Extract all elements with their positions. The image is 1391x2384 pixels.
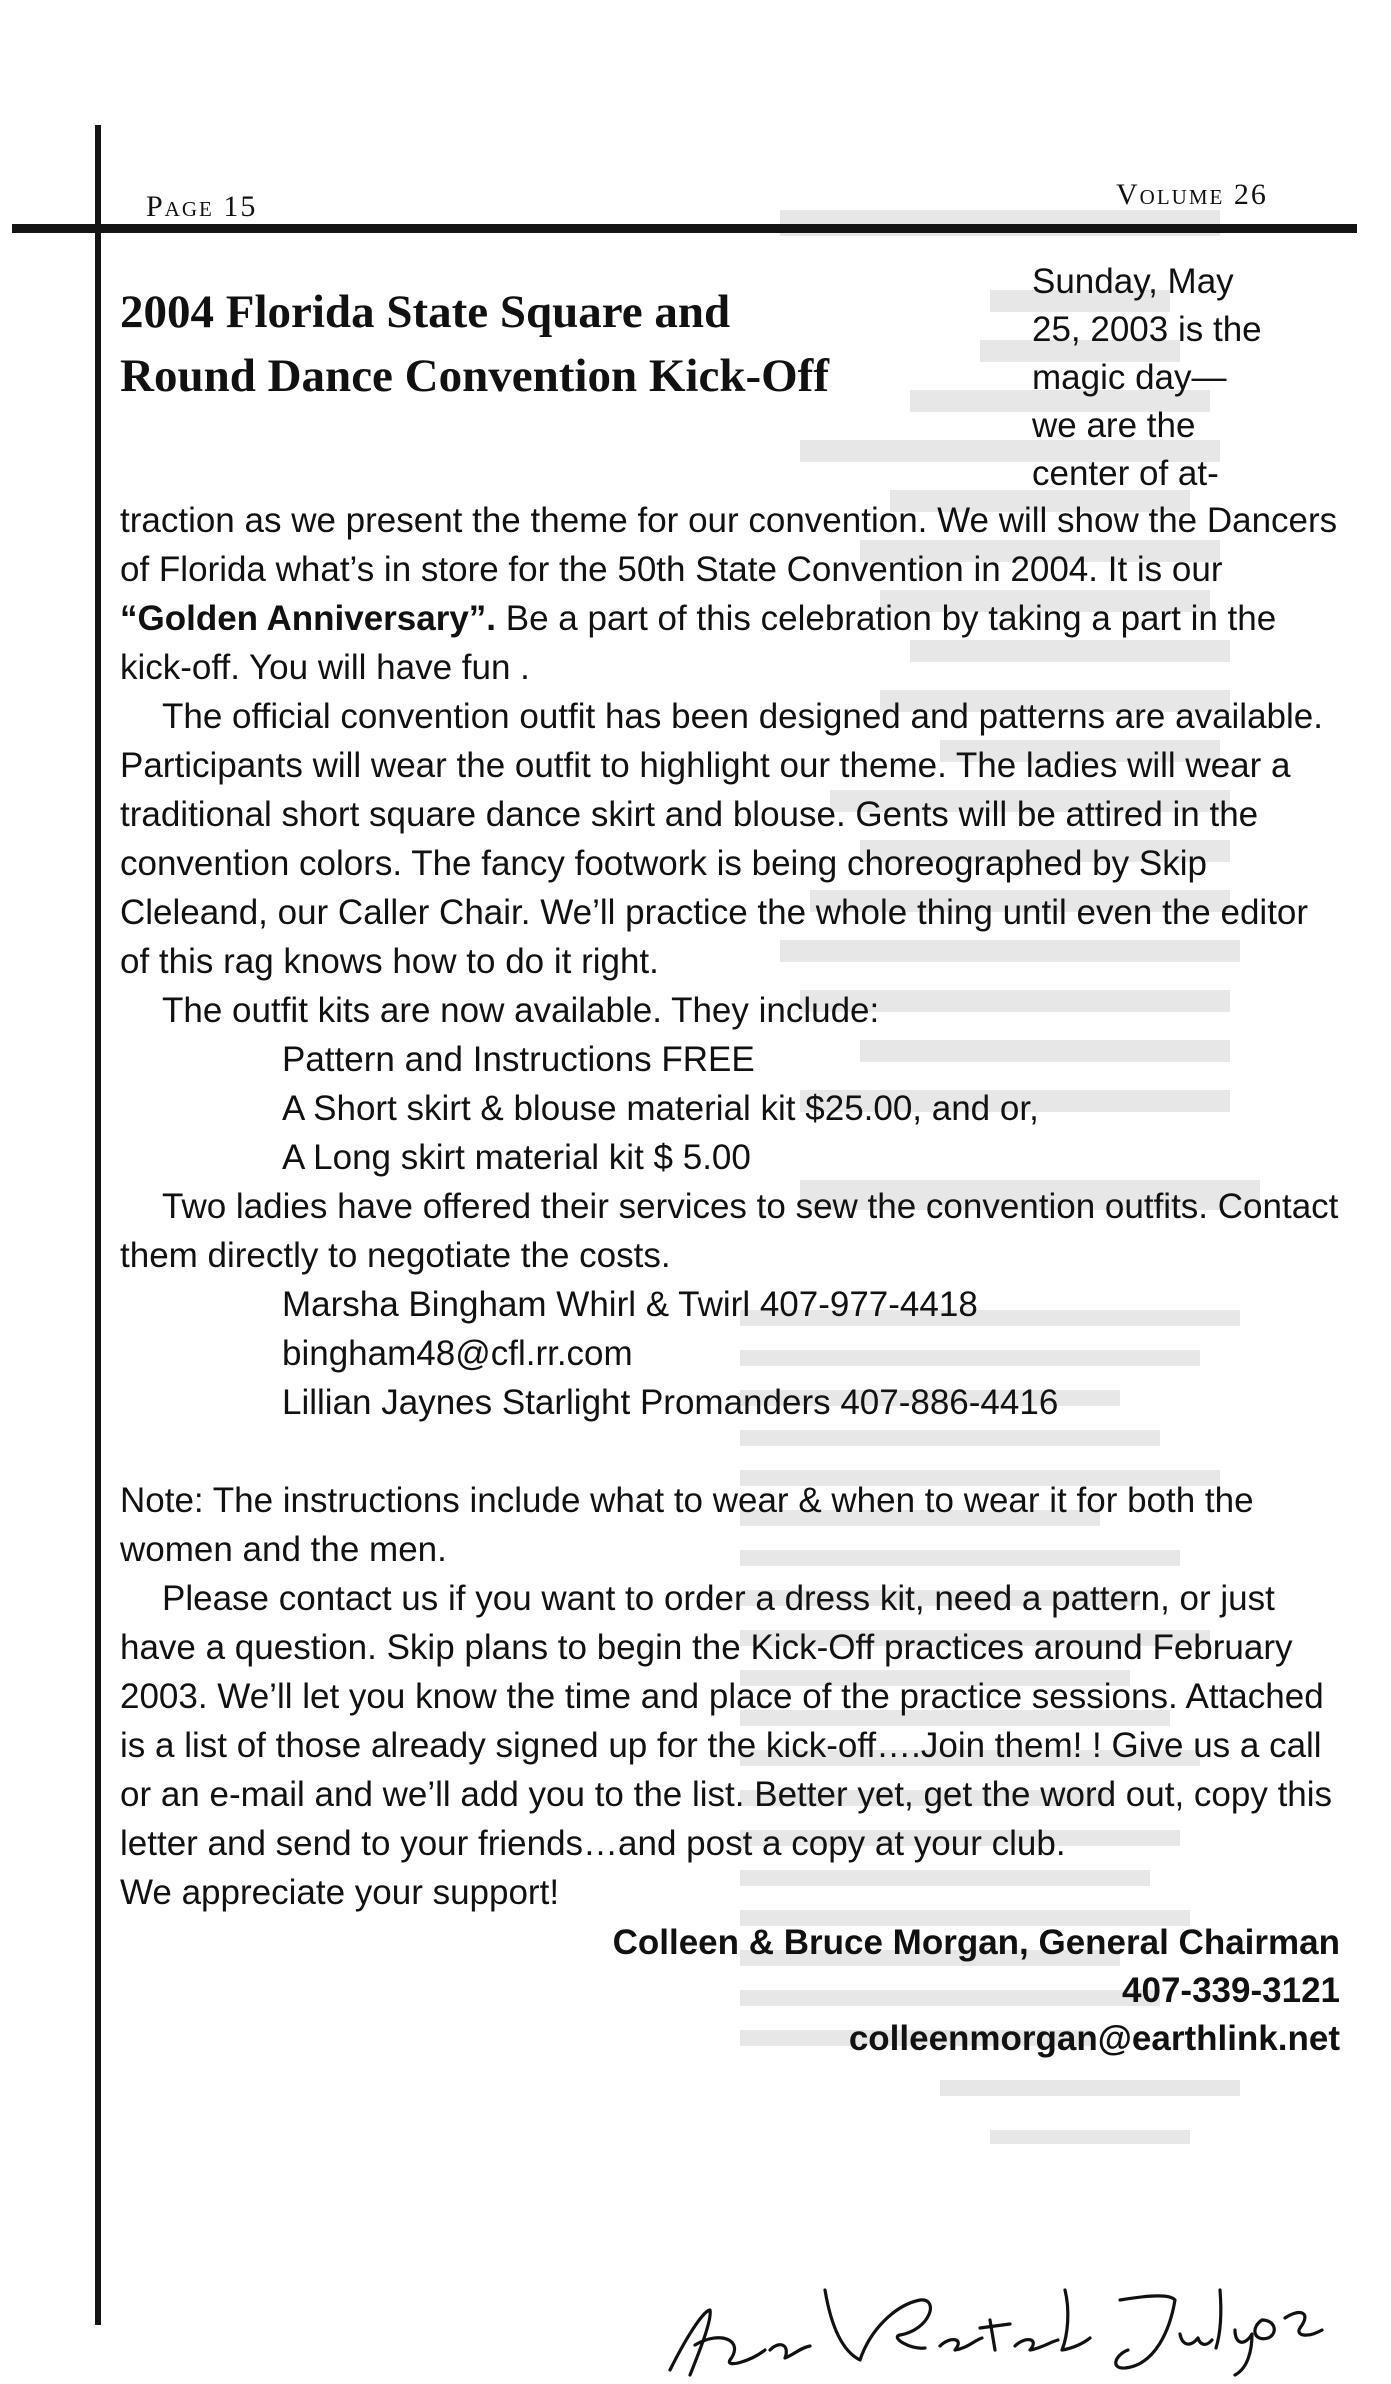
intro-sidebar-text <box>1032 258 1322 498</box>
page-header <box>0 0 1391 250</box>
headline-line-1: 2004 Florida State Square and <box>120 286 731 338</box>
list-item: A Long skirt material kit $ 5.00 <box>282 1138 751 1177</box>
golden-anniversary-emphasis: “Golden Anniversary”. <box>120 599 497 638</box>
vertical-rule <box>95 125 101 2325</box>
signature-phone: 407-339-3121 <box>1122 1971 1340 2010</box>
paragraph-outfit: The official convention outfit has been designed and patterns are available. Participants will wear the outfit to highlight our theme. The ladies will wear a traditional short square dance skirt and blouse. Gents will be attired in the convention colors. The fancy footwork is being choreographed by Skip Cleleand, our Caller Chair. We’ll practice the whole thing until even the editor of this rag knows how to do it right. <box>120 697 1323 981</box>
paragraph-contact-us: Please contact us if you want to order a dress kit, need a pattern, or just have a question. Skip plans to begin the Kick-Off practices around February 2003. We’ll let you know the time and place of the practice sessions. Attached is a list of those already signed up for the kick-off….Join them! ! Give us a call or an e-mail and we’ll add you to the list. Better yet, get the word out, copy this letter and send to your friends…and post a copy at your club. <box>120 1579 1333 1863</box>
paragraph-intro-continued <box>120 496 1340 692</box>
handwritten-annotation <box>650 2250 1330 2384</box>
paragraph-text: traction as we present the theme for our convention. We will show the Dancers of Florida what’s in store for the 50th State Convention in 2004. It is our <box>120 501 1338 589</box>
contact-marsha: Marsha Bingham Whirl & Twirl 407-977-4418 <box>282 1285 978 1324</box>
intro-line: magic day— <box>1032 358 1227 397</box>
page-number: Page 15 <box>146 190 258 223</box>
header-rule <box>12 224 1357 233</box>
paragraph-closing: We appreciate your support! <box>120 1873 560 1912</box>
volume-number: Volume 26 <box>1116 178 1268 211</box>
kit-list <box>282 1035 1340 1182</box>
article-body <box>120 496 1340 2063</box>
paragraph-kits: The outfit kits are now available. They include: <box>162 991 880 1030</box>
contact-email-link[interactable]: bingham48@cfl.rr.com <box>282 1334 633 1373</box>
intro-line: 25, 2003 is the <box>1032 310 1262 349</box>
list-item: A Short skirt & blouse material kit $25.00, and or, <box>282 1089 1039 1128</box>
contact-list <box>282 1280 1340 1427</box>
intro-line: Sunday, May <box>1032 262 1234 301</box>
paragraph-text: Be a part of this celebration by taking a part in the kick-off. You will have fun . <box>120 599 1277 687</box>
paragraph-sewing: Two ladies have offered their services to sew the convention outfits. Contact them directly to negotiate the costs. <box>120 1187 1339 1275</box>
spacer <box>120 1427 1340 1476</box>
intro-line: center of at- <box>1032 454 1219 493</box>
article-headline <box>120 280 1020 408</box>
signature-name: Colleen & Bruce Morgan, General Chairman <box>612 1923 1340 1962</box>
paragraph-note: Note: The instructions include what to wear & when to wear it for both the women and the men. <box>120 1481 1254 1569</box>
intro-line: we are the <box>1032 406 1196 445</box>
signature-block <box>120 1919 1340 2063</box>
list-item: Pattern and Instructions FREE <box>282 1040 755 1079</box>
signature-email-link[interactable]: colleenmorgan@earthlink.net <box>848 2019 1340 2058</box>
headline-line-2: Round Dance Convention Kick-Off <box>120 350 829 402</box>
contact-lillian: Lillian Jaynes Starlight Promanders 407-886-4416 <box>282 1383 1059 1422</box>
